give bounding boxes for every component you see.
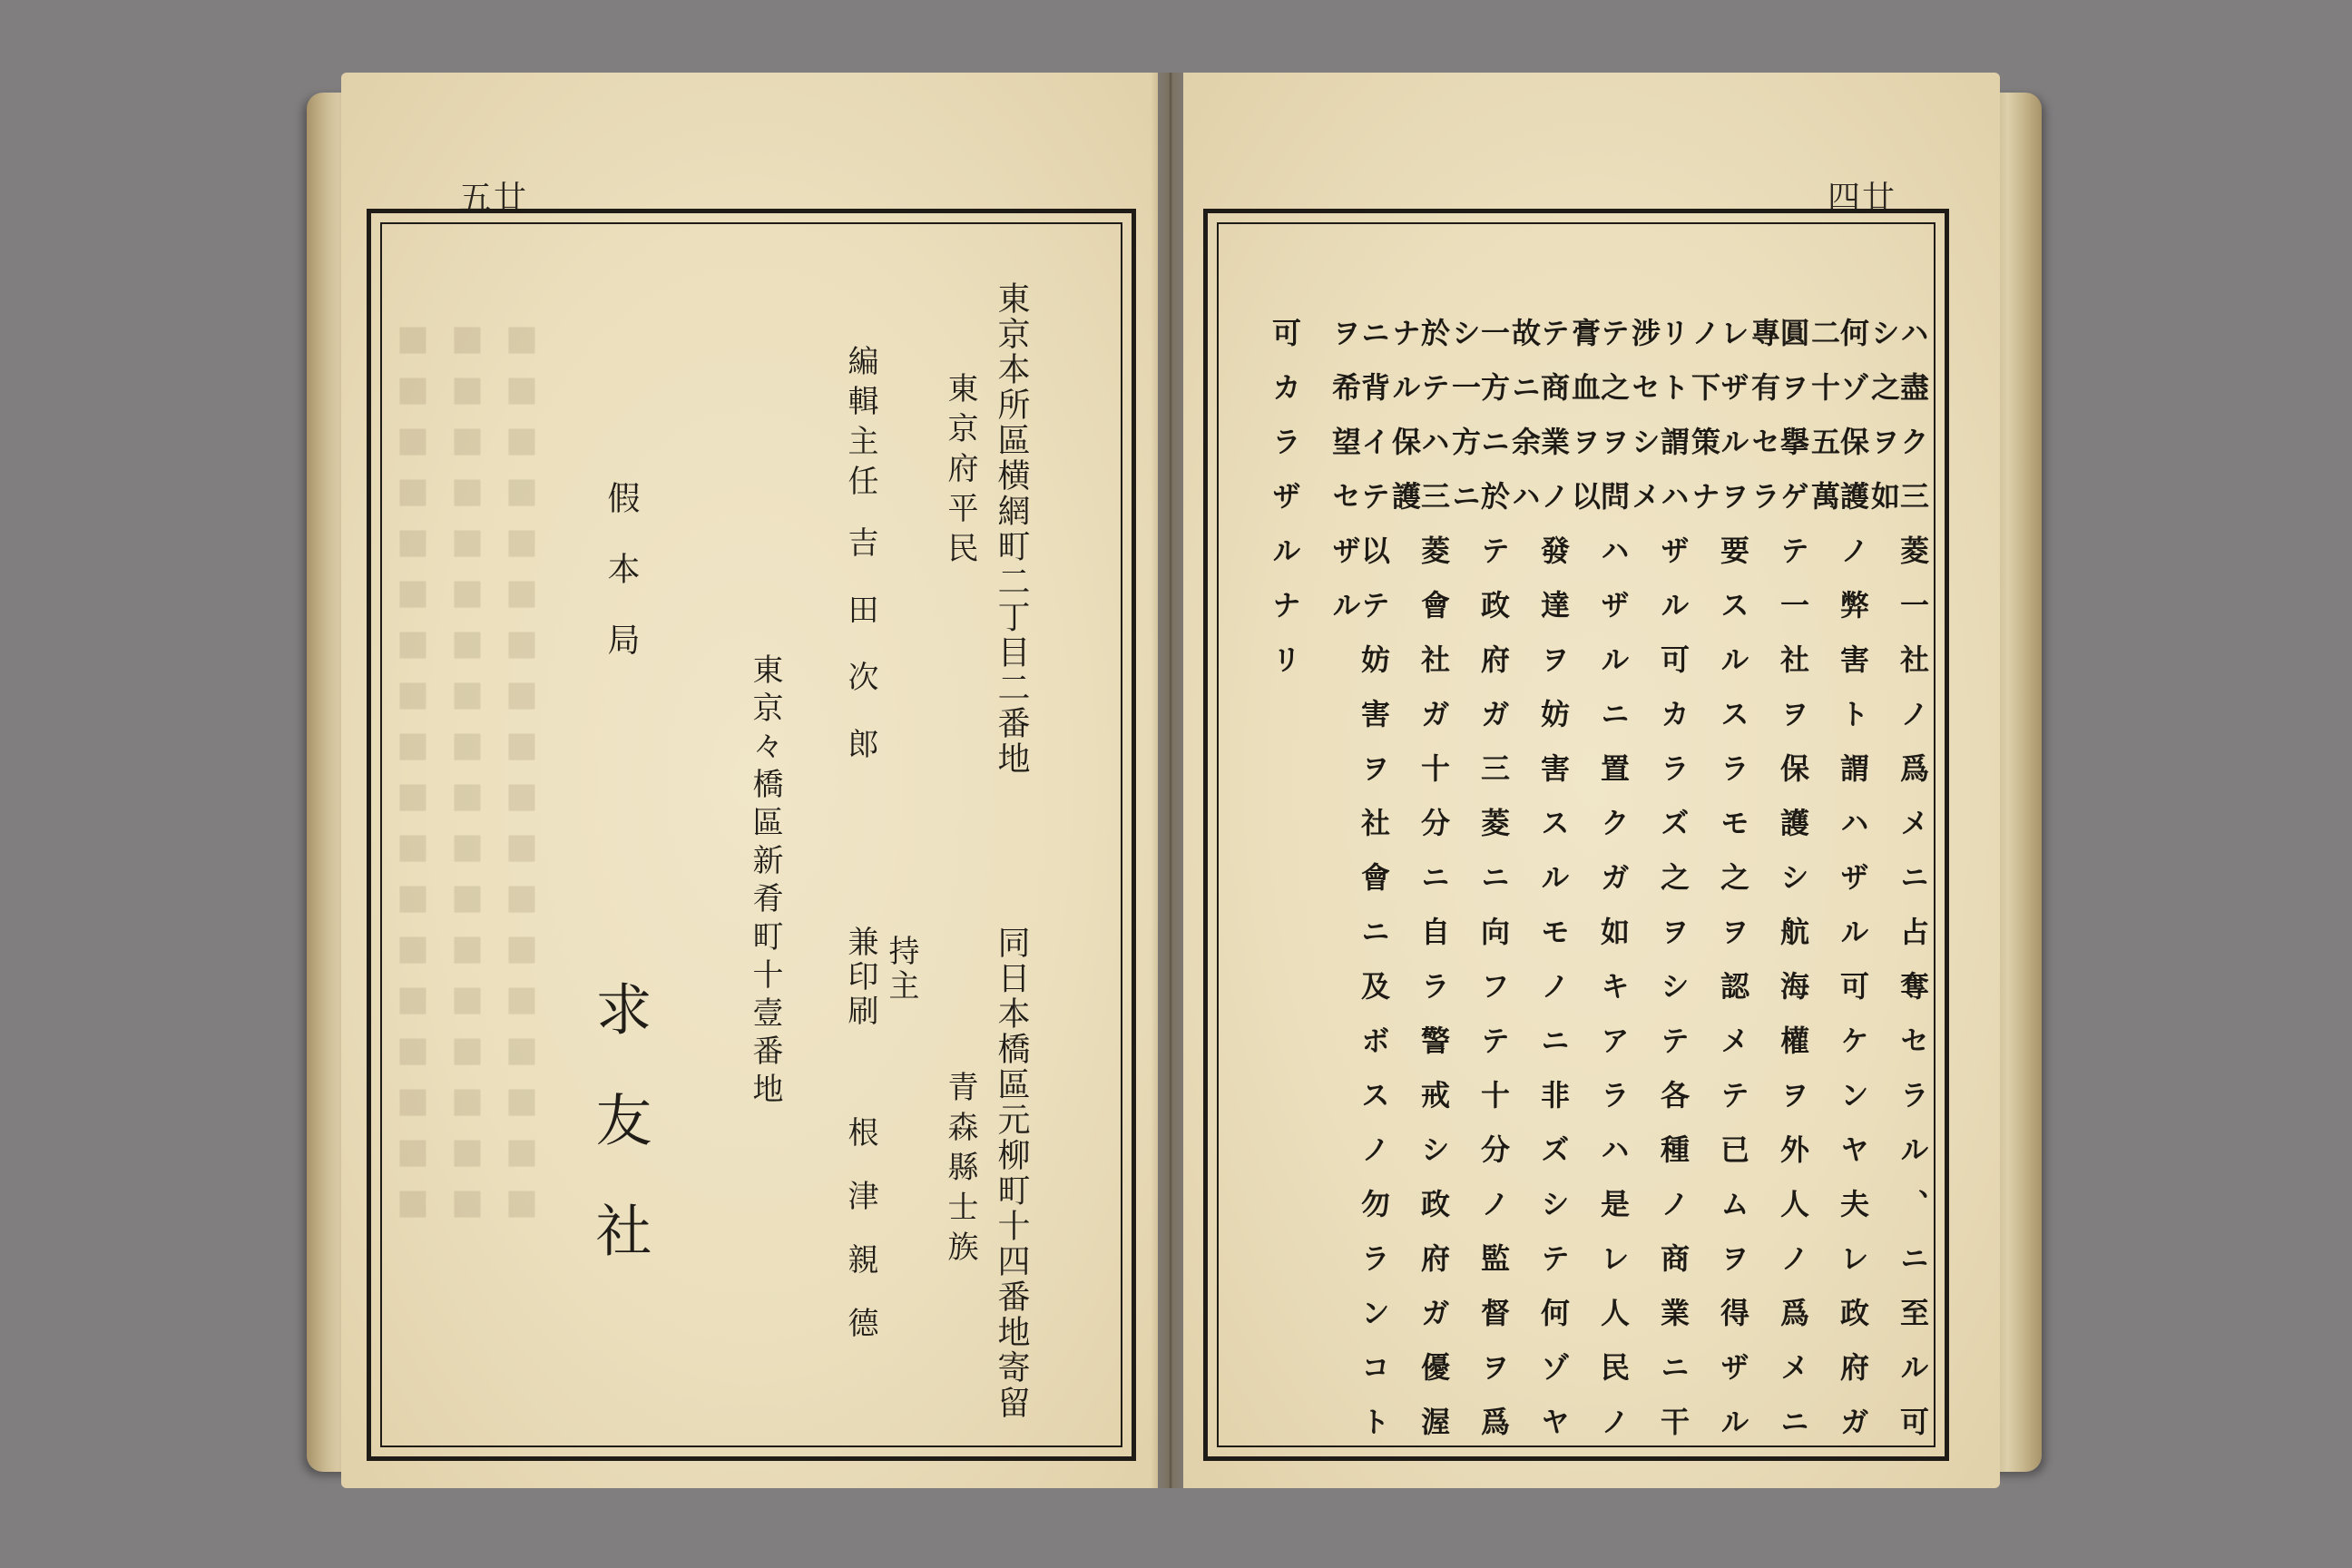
text-column: テ商業ノ發達ヲ妨害スルモノニ非ズシテ何ゾヤ故ニ余ハ bbox=[1507, 318, 1571, 1461]
text-column: ハ盡ク三菱一社ノ爲メニ占奪セラル、ニ至ル可シ之ヲ如 bbox=[1867, 318, 1930, 1461]
right-page-number: 四廿 bbox=[1828, 180, 1897, 217]
colophon-owner-label-a: 持主 bbox=[883, 935, 919, 1004]
colophon-publisher-address: 東京々橋區新肴町十壹番地 bbox=[747, 653, 783, 1111]
text-column: 圓ヲ擧ゲテ一社ヲ保護シ航海權ヲ外人ノ爲メニ專有セラ bbox=[1747, 318, 1810, 1461]
colophon-prefecture-2: 青森縣士族 bbox=[942, 1071, 978, 1270]
right-page bbox=[1183, 73, 2000, 1488]
colophon-editor-title: 編輯主任 bbox=[842, 345, 878, 505]
colophon-editor-name: 吉田次郎 bbox=[842, 526, 878, 795]
left-page bbox=[341, 73, 1158, 1488]
bleed-through-text: ■■■■■■■■■■■■■■■■■■ bbox=[502, 318, 542, 1232]
colophon-owner-label-b: 兼印刷 bbox=[842, 926, 878, 1029]
open-book bbox=[307, 73, 2042, 1506]
text-column: テ之ヲ問ハザルニ置クガ如キアラハ是レ人民ノ膏血ヲ以 bbox=[1567, 318, 1631, 1461]
text-column: レザルヲ要スルスラモ之ヲ認メテ已ムヲ得ザルノ下策ナ bbox=[1687, 318, 1750, 1461]
text-column: ニ背イテ以テ妨害ヲ社會ニ及ボスノ勿ランコトヲ希望セザル bbox=[1328, 318, 1391, 1461]
colophon-residence-1: 東京府平民 bbox=[942, 372, 978, 572]
text-column: リト謂ハザル可カラズ之ヲシテ各種ノ商業ニ干涉セシメ bbox=[1627, 318, 1690, 1461]
text-column: 可カラザルナリ bbox=[1268, 318, 1302, 699]
colophon-address-1: 東京本所區横網町二丁目二番地 bbox=[993, 281, 1030, 777]
colophon-address-2: 同日本橋區元柳町十四番地寄留 bbox=[993, 926, 1030, 1421]
text-column: 一方ニ於テ政府ガ三菱ニ向フテ十分ノ監督ヲ爲シ一方ニ bbox=[1447, 318, 1511, 1461]
bleed-through-text: ■■■■■■■■■■■■■■■■■■ bbox=[447, 318, 487, 1232]
colophon-office-label: 假本局 bbox=[603, 481, 640, 693]
colophon-owner-name: 根津親德 bbox=[842, 1116, 878, 1370]
colophon-publisher-name: 求友社 bbox=[586, 980, 652, 1312]
text-column: 何ゾ保護ノ弊害ト謂ハザル可ケンヤ夫レ政府ガ二十五萬 bbox=[1807, 318, 1870, 1461]
left-page-number: 五廿 bbox=[459, 180, 529, 217]
text-column: 於テハ三菱會社ガ十分ニ自ラ警戒シ政府ガ優渥ナル保護 bbox=[1387, 318, 1451, 1461]
bleed-through-text: ■■■■■■■■■■■■■■■■■■ bbox=[393, 318, 433, 1232]
